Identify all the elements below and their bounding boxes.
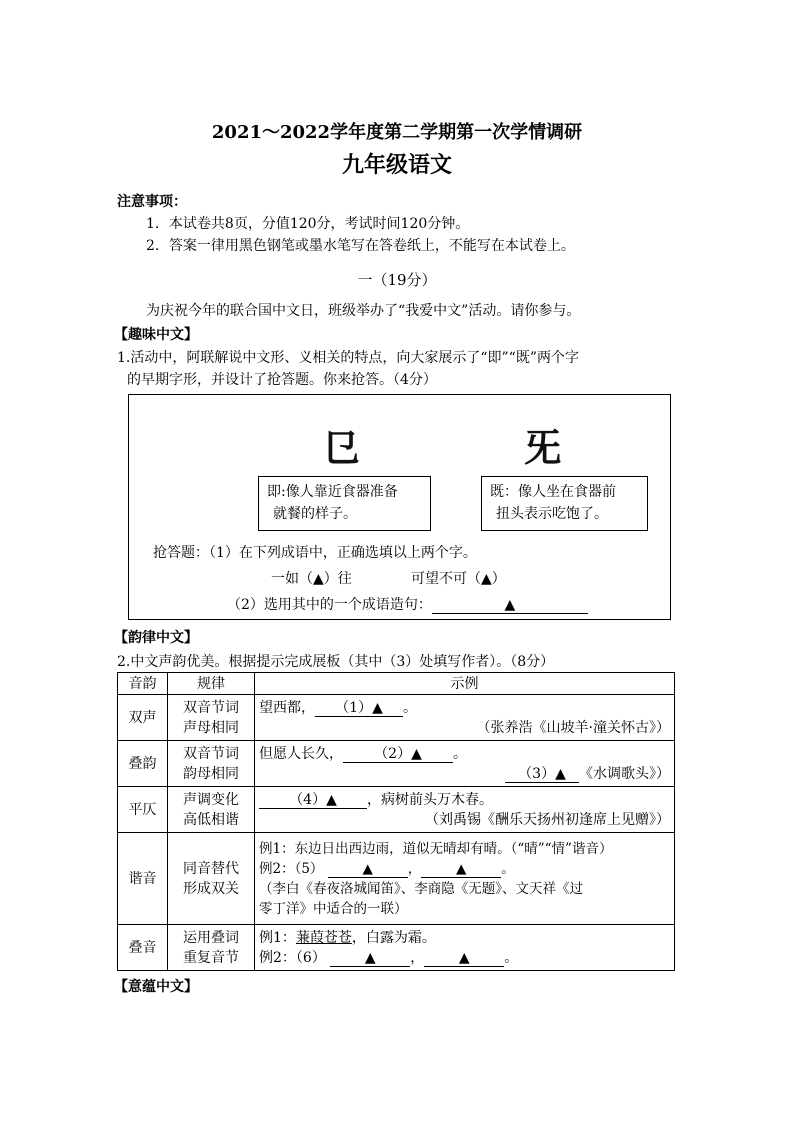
row-name: 叠韵 — [118, 741, 168, 787]
row-example: （4）▲ ，病树前头万木春。 （刘禹锡《酬乐天扬州初逢席上见赠》） — [255, 787, 675, 833]
sentence-answer-blank[interactable]: ▲ — [432, 597, 588, 614]
exam-subtitle: 九年级语文 — [341, 152, 452, 178]
row-name: 谐音 — [118, 833, 168, 925]
header-yinyun: 音韵 — [118, 673, 168, 695]
row-name: 叠音 — [118, 925, 168, 971]
row-rule: 双音节词 声母相同 — [168, 695, 255, 741]
task-2-text: （2）选用其中的一个成语造句： — [227, 597, 432, 613]
answer-blank-3[interactable]: （3）▲ — [505, 766, 579, 783]
answer-blank-2[interactable]: （2）▲ — [343, 746, 453, 763]
ji-ancient-glyph: 㔾 — [322, 425, 361, 470]
q1-line1: 1.活动中，阿联解说中文形、义相关的特点，向大家展示了“即”“既”两个字 — [117, 350, 579, 366]
idiom-2: 可望不可（▲） — [411, 571, 506, 587]
idiom-1: 一如（▲）往 — [271, 571, 352, 587]
part2-label: 【韵律中文】 — [114, 630, 198, 646]
table-row — [118, 695, 675, 741]
def-ji-line1: 即:像人靠近食器准备 — [267, 484, 398, 500]
part1-label: 【趣味中文】 — [114, 327, 198, 343]
def-box-ji — [258, 476, 431, 531]
table-row — [118, 925, 675, 971]
def-box-jiyi — [481, 476, 648, 531]
task-1: 抢答题：（1）在下列成语中，正确选填以上两个字。 — [153, 545, 477, 561]
row-name: 平仄 — [118, 787, 168, 833]
row-rule: 双音节词 韵母相同 — [168, 741, 255, 787]
note-item-2: 2．答案一律用黑色钢笔或墨水笔写在答卷纸上，不能写在本试卷上。 — [146, 238, 575, 254]
note-item-1: 1．本试卷共8页，分值120分，考试时间120分钟。 — [146, 216, 470, 232]
section-intro: 为庆祝今年的联合国中文日，班级举办了“我爱中文”活动。请你参与。 — [146, 303, 581, 319]
row-example: 但愿人长久， （2）▲ 。 （3）▲ 《水调歌头》） — [255, 741, 675, 787]
rhyme-table — [117, 672, 675, 971]
row-rule: 声调变化 高低相谐 — [168, 787, 255, 833]
row-rule: 同音替代 形成双关 — [168, 833, 255, 925]
q1-figure-box — [128, 394, 671, 620]
table-row — [118, 787, 675, 833]
answer-blank-5b[interactable]: ▲ — [421, 861, 501, 878]
exam-title: 2021～2022学年度第二学期第一次学情调研 — [211, 122, 583, 143]
row-name: 双声 — [118, 695, 168, 741]
def-ji-line2: 就餐的样子。 — [273, 506, 357, 522]
answer-blank-6a[interactable]: ▲ — [330, 950, 410, 967]
row-example: 例1：东边日出西边雨，道似无晴却有晴。（“晴”“情”谐音） 例2：（5） ▲ ， ▲ 。 （李白《春夜洛城闻笛》、李商隐《无题》、文天祥《过 零丁洋》中适合的一联） — [255, 833, 675, 925]
jiyi-ancient-glyph: 旡 — [524, 425, 563, 470]
row-rule: 运用叠词 重复音节 — [168, 925, 255, 971]
section-heading: 一（19分） — [357, 271, 437, 289]
table-row — [118, 833, 675, 925]
header-guilv: 规律 — [168, 673, 255, 695]
row-example: 例1：蒹葭苍苍，白露为霜。 例2：（6） ▲ ， ▲ 。 — [255, 925, 675, 971]
header-shili: 示例 — [255, 673, 675, 695]
q1-line2: 的早期字形，并设计了抢答题。你来抢答。（4分） — [127, 372, 437, 388]
answer-blank-6b[interactable]: ▲ — [424, 950, 504, 967]
answer-blank-4[interactable]: （4）▲ — [259, 792, 367, 809]
task-2 — [227, 594, 588, 614]
table-row — [118, 741, 675, 787]
answer-blank-1[interactable]: （1）▲ — [315, 700, 403, 717]
answer-blank-5a[interactable]: ▲ — [328, 861, 408, 878]
q2-text: 2.中文声韵优美。根据提示完成展板（其中（3）处填写作者）。（8分） — [117, 654, 555, 670]
part3-label: 【意蕴中文】 — [114, 979, 198, 995]
notes-heading: 注意事项： — [117, 194, 187, 210]
row-example: 望西都， （1）▲ 。 （张养浩《山坡羊·潼关怀古》） — [255, 695, 675, 741]
def-jiyi-line1: 既：像人坐在食器前 — [490, 484, 616, 500]
def-jiyi-line2: 扭头表示吃饱了。 — [496, 506, 608, 522]
